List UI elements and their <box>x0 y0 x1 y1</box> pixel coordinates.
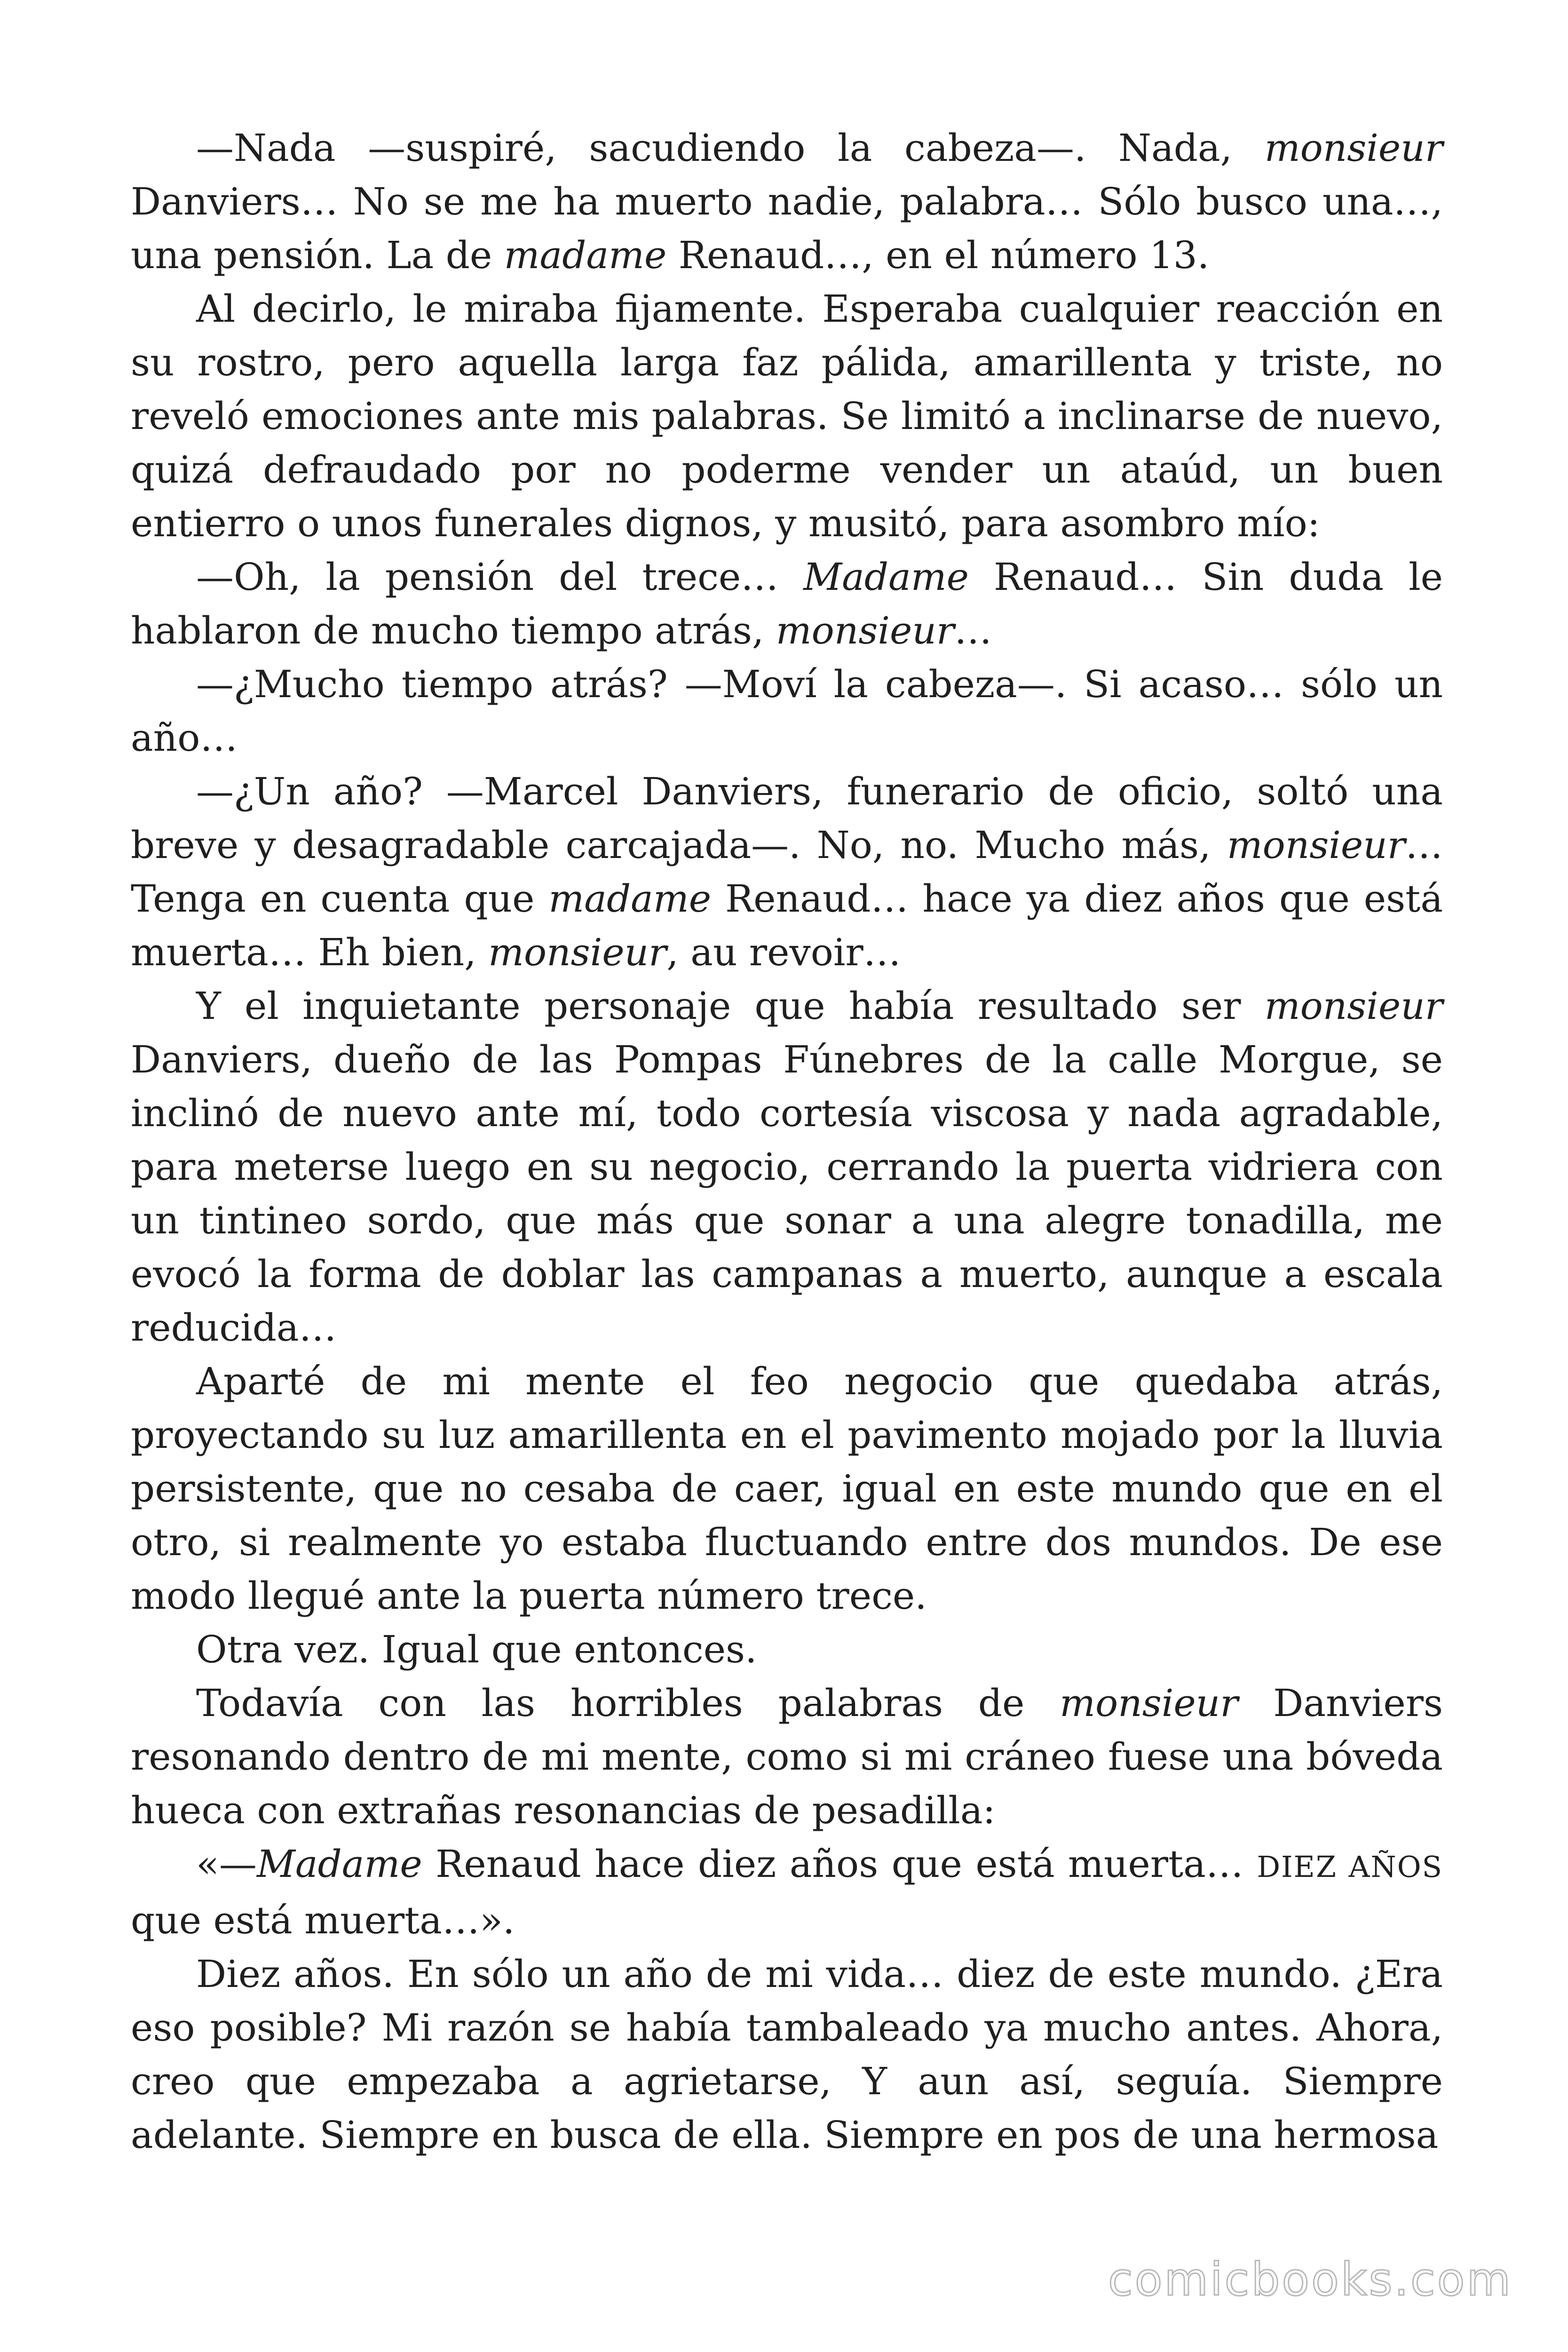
paragraph <box>131 121 1443 282</box>
text-run: Renaud…, en el número 13. <box>666 233 1210 277</box>
text-run: Renaud… Sin duda le hablaron de mucho tiempo atrás, <box>131 555 1443 652</box>
italic-run: Madame <box>256 1842 422 1886</box>
text-run: Danviers, dueño de las Pompas Fúnebres de la calle Morgue, se inclinó de nuevo ante mí, todo cortesía viscosa y nada agradable, para meterse luego en su negocio, cerrando la puerta vidriera con un tintineo sordo, que más que sonar a una alegre tonadilla, me evocó la forma de doblar las campanas a muerto, aunque a escala reducida… <box>131 1038 1443 1350</box>
text-run: … <box>954 609 992 652</box>
italic-run: monsieur <box>1060 1681 1238 1725</box>
text-run: —¿Mucho tiempo atrás? —Moví la cabeza—. Si acaso… sólo un año… <box>131 662 1443 760</box>
text-run: Danviers… No se me ha muerto nadie, palabra… Sólo busco una…, una pensión. La de <box>131 180 1443 277</box>
paragraph <box>131 979 1443 1355</box>
italic-run: monsieur <box>1264 126 1443 170</box>
text-run: Aparté de mi mente el feo negocio que quedaba atrás, proyectando su luz amarillenta en el pavimento mojado por la lluvia persistente, que no cesaba de caer, igual en este mundo que en el otro, si realmente yo estaba fluctuando entre dos mundos. De ese modo llegué ante la puerta número trece. <box>131 1359 1443 1618</box>
italic-run: monsieur <box>1264 984 1443 1028</box>
paragraph <box>131 1623 1443 1677</box>
text-run: que está muerta…». <box>131 1899 515 1942</box>
paragraph <box>131 1677 1443 1837</box>
text-run: —¿Un año? —Marcel Danviers, funerario de oficio, soltó una breve y desagradable carcajada—. No, no. Mucho más, <box>131 770 1443 867</box>
text-run: —Oh, la pensión del trece… <box>196 555 804 599</box>
italic-run: monsieur <box>488 930 667 974</box>
italic-run: monsieur <box>1227 823 1405 867</box>
text-run: … Tenga en cuenta que <box>131 823 1443 921</box>
italic-run: Madame <box>803 555 969 599</box>
italic-run: madame <box>548 877 712 921</box>
paragraph <box>131 658 1443 765</box>
paragraph <box>131 550 1443 658</box>
text-run: Y el inquietante personaje que había resultado ser <box>196 984 1265 1028</box>
paragraph <box>131 765 1443 979</box>
paragraph <box>131 1947 1443 2162</box>
book-text-body <box>131 121 1443 2162</box>
text-run: Al decirlo, le miraba fijamente. Esperaba cualquier reacción en su rostro, pero aquella larga faz pálida, amarillenta y triste, no reveló emociones ante mis palabras. Se limitó a inclinarse de nuevo, quizá defraudado por no poderme vender un ataúd, un buen entierro o unos funerales dignos, y musitó, para asombro mío: <box>131 287 1443 545</box>
text-run: Todavía con las horribles palabras de <box>196 1681 1060 1725</box>
paragraph <box>131 1837 1443 1947</box>
text-run: Diez años. En sólo un año de mi vida… diez de este mundo. ¿Era eso posible? Mi razón se había tambaleado ya mucho antes. Ahora, creo que empezaba a agrietarse, Y aun así, seguía. Siempre adelante. Siempre en busca de ella. Siempre en pos de una hermosa <box>131 1952 1443 2157</box>
text-run: Danviers resonando dentro de mi mente, como si mi cráneo fuese una bóveda hueca con extrañas resonancias de pesadilla: <box>131 1681 1443 1832</box>
italic-run: madame <box>504 233 667 277</box>
text-run: —Nada —suspiré, sacudiendo la cabeza—. Nada, <box>196 126 1265 170</box>
small-caps-run: DIEZ AÑOS <box>1257 1850 1443 1884</box>
text-run: Renaud hace diez años que está muerta… <box>422 1842 1257 1886</box>
paragraph <box>131 1355 1443 1623</box>
text-run: Otra vez. Igual que entonces. <box>196 1628 757 1671</box>
text-run: Renaud… hace ya diez años que está muerta… Eh bien, <box>131 877 1443 974</box>
italic-run: monsieur <box>776 609 955 652</box>
watermark: comicbooks.com <box>1108 2253 1513 2306</box>
text-run: , au revoir… <box>666 930 901 974</box>
paragraph <box>131 282 1443 550</box>
text-run: «— <box>196 1842 257 1886</box>
